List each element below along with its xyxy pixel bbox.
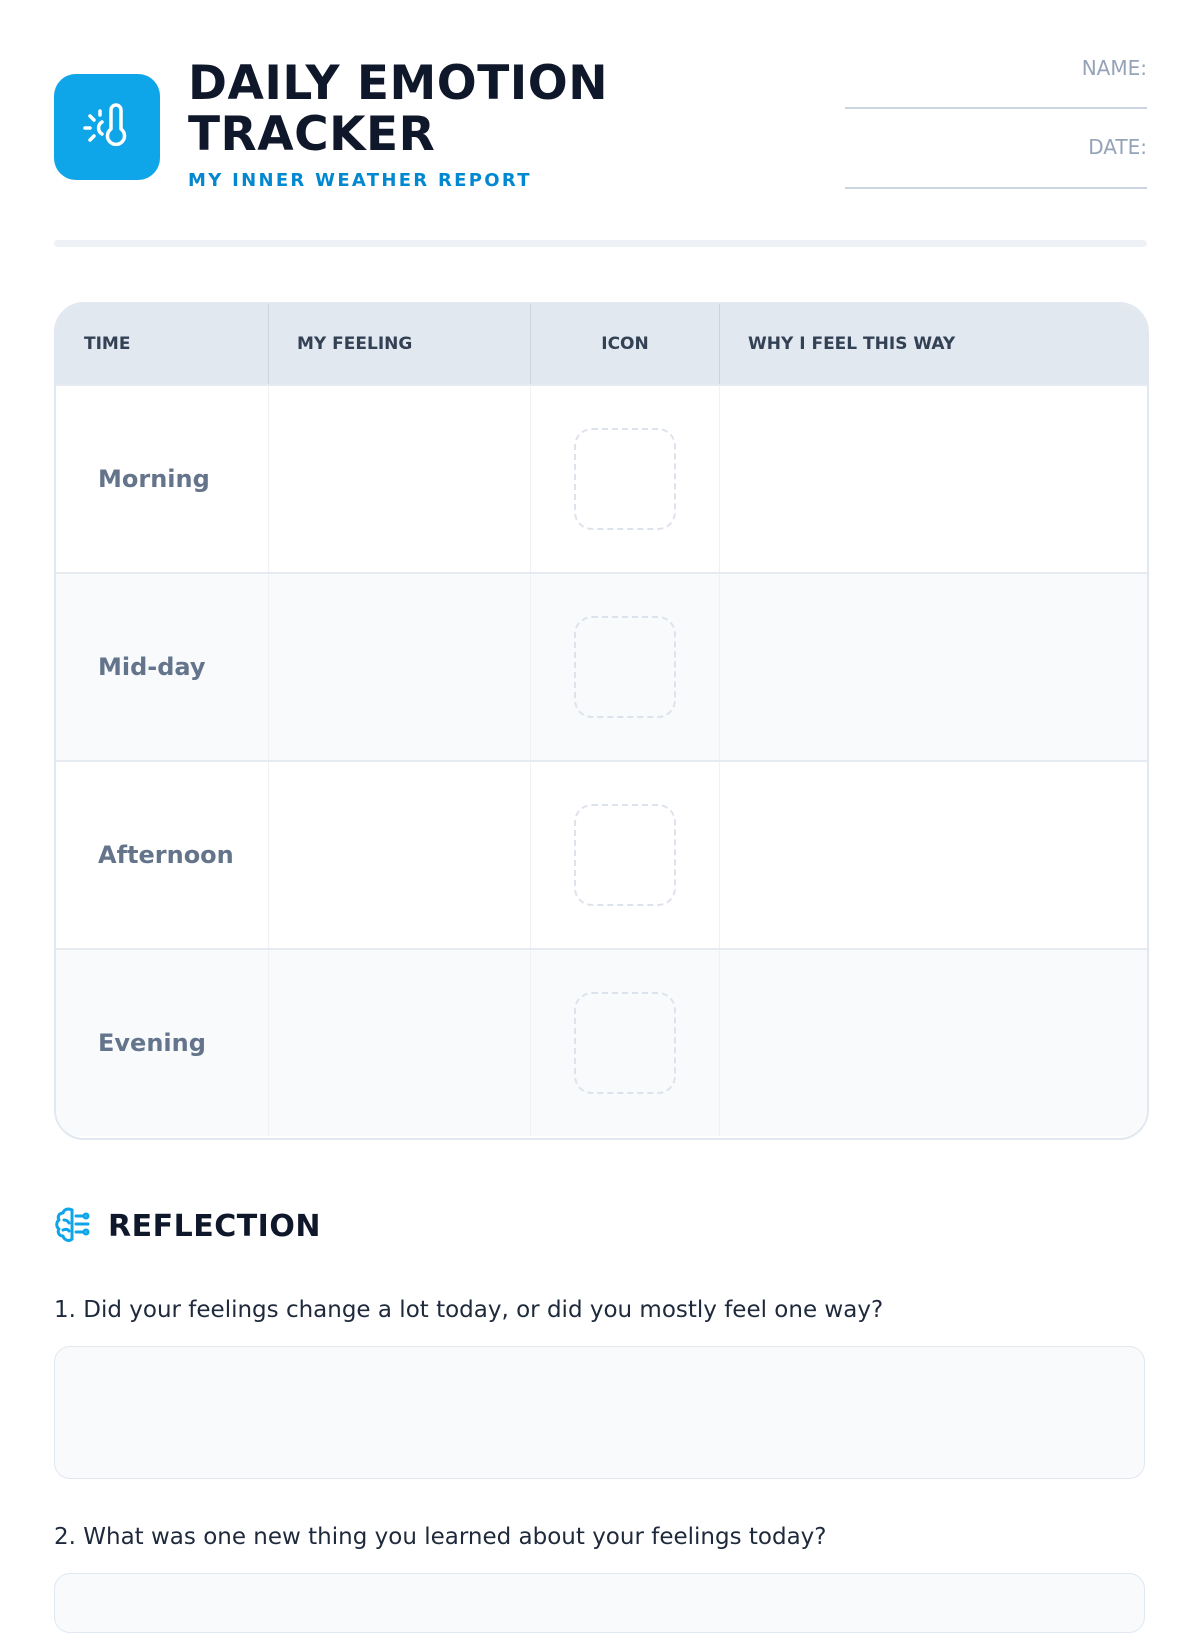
emotion-table [54, 302, 1149, 1140]
page-title [188, 58, 608, 160]
column-header-time: TIME [56, 304, 269, 384]
icon-drawing-box[interactable] [574, 992, 676, 1094]
column-header-why: WHY I FEEL THIS WAY [748, 334, 956, 354]
date-field[interactable] [845, 187, 1147, 189]
header [54, 0, 1147, 242]
feeling-cell[interactable] [269, 574, 531, 760]
table-row [56, 760, 1147, 948]
time-cell: Mid-day [56, 574, 269, 760]
feeling-cell[interactable] [269, 386, 531, 572]
feeling-cell[interactable] [269, 762, 531, 948]
table-row [56, 384, 1147, 572]
name-field[interactable] [845, 107, 1147, 109]
icon-drawing-box[interactable] [574, 616, 676, 718]
column-header-icon: ICON [531, 304, 720, 384]
column-header-feeling: MY FEELING [269, 304, 531, 384]
icon-drawing-box[interactable] [574, 804, 676, 906]
why-cell[interactable] [720, 762, 1147, 948]
page-subtitle: MY INNER WEATHER REPORT [188, 170, 532, 191]
icon-cell [531, 574, 720, 760]
name-label: NAME: [1081, 56, 1147, 80]
sun-thermometer-icon [81, 101, 133, 153]
feeling-cell[interactable] [269, 950, 531, 1136]
reflection-header [54, 1206, 321, 1246]
brain-icon [54, 1206, 92, 1246]
table-row [56, 948, 1147, 1136]
logo [54, 74, 160, 180]
icon-cell [531, 762, 720, 948]
icon-cell [531, 386, 720, 572]
header-divider [54, 240, 1147, 247]
icon-drawing-box[interactable] [574, 428, 676, 530]
reflection-answer-2[interactable] [54, 1573, 1145, 1633]
time-cell: Morning [56, 386, 269, 572]
why-cell[interactable] [720, 950, 1147, 1136]
table-header [56, 304, 1147, 384]
reflection-title: REFLECTION [108, 1208, 321, 1244]
time-cell: Evening [56, 950, 269, 1136]
time-cell: Afternoon [56, 762, 269, 948]
worksheet-page [54, 0, 1147, 1550]
reflection-answer-1[interactable] [54, 1346, 1145, 1479]
date-label: DATE: [1088, 135, 1147, 159]
table-row [56, 572, 1147, 760]
reflection-question-1: 1. Did your feelings change a lot today, or did you mostly feel one way? [54, 1297, 884, 1323]
icon-cell [531, 950, 720, 1136]
reflection-question-2: 2. What was one new thing you learned about your feelings today? [54, 1524, 827, 1550]
title-line-2: TRACKER [188, 107, 436, 162]
why-cell[interactable] [720, 386, 1147, 572]
why-cell[interactable] [720, 574, 1147, 760]
title-line-1: DAILY EMOTION [188, 56, 609, 111]
